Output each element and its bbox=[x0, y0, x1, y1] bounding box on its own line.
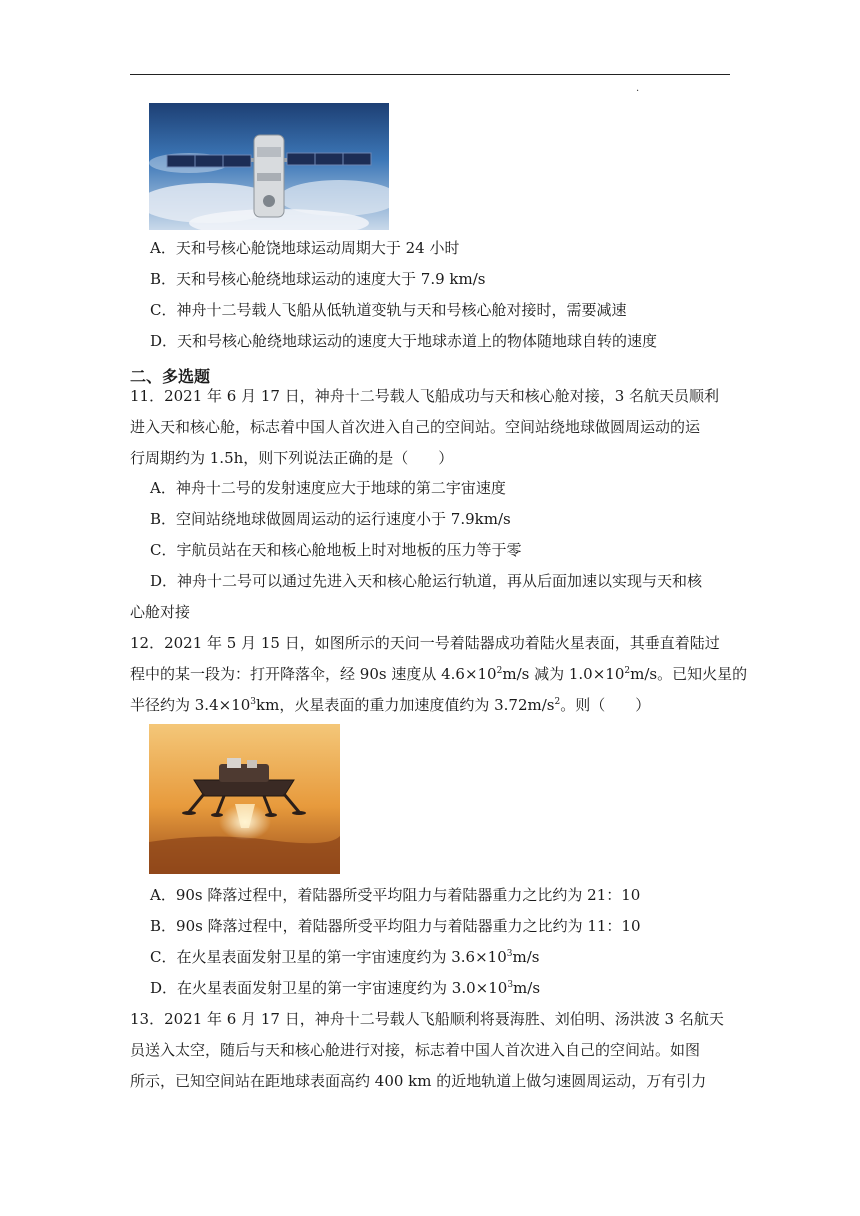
q11-option-d-line1: D．神舟十二号可以通过先进入天和核心舱运行轨道，再从后面加速以实现与天和核 bbox=[150, 572, 703, 590]
q10-option-c: C．神舟十二号载人飞船从低轨道变轨与天和号核心舱对接时，需要减速 bbox=[150, 301, 627, 319]
q12-stem-line2: 程中的某一段为：打开降落伞，经 90s 速度从 $4.6\times 10^2m/s$ 减为 $1.0\times 10^2m/s$。已知火星的 bbox=[130, 665, 748, 683]
q11-option-a: A．神舟十二号的发射速度应大于地球的第二宇宙速度 bbox=[150, 479, 506, 497]
header-dot: . bbox=[636, 83, 640, 94]
q12-stem-line3: 半径约为 $3.4\times 10^3km$，火星表面的重力加速度值约为 $3.72m/s^2$。则（ ） bbox=[130, 696, 651, 714]
q11-stem-line3: 行周期约为 1.5h，则下列说法正确的是（ ） bbox=[130, 449, 454, 467]
q13-stem-line2: 员送入太空，随后与天和核心舱进行对接，标志着中国人首次进入自己的空间站。如图 bbox=[130, 1041, 701, 1059]
q11-stem-line1: 11．2021 年 6 月 17 日，神舟十二号载人飞船成功与天和核心舱对接，3 名航天员顺利 bbox=[130, 387, 720, 405]
q12-option-b: B．90s 降落过程中，着陆器所受平均阻力与着陆器重力之比约为 11：10 bbox=[150, 917, 641, 935]
q10-option-d: D．天和号核心舱绕地球运动的速度大于地球赤道上的物体随地球自转的速度 bbox=[150, 332, 658, 350]
mars-lander-image bbox=[149, 724, 340, 874]
q13-stem-line3: 所示，已知空间站在距地球表面高约 400 km 的近地轨道上做匀速圆周运动，万有引力 bbox=[130, 1072, 707, 1090]
q12-option-c: C．在火星表面发射卫星的第一宇宙速度约为 $3.6\times 10^3m/s$ bbox=[150, 948, 540, 966]
q12-option-d: D．在火星表面发射卫星的第一宇宙速度约为 $3.0\times 10^3m/s$ bbox=[150, 979, 541, 997]
q10-option-b: B．天和号核心舱绕地球运动的速度大于 7.9 km/s bbox=[150, 270, 486, 288]
header-rule bbox=[130, 74, 730, 75]
q13-stem-line1: 13．2021 年 6 月 17 日，神舟十二号载人飞船顺利将聂海胜、刘伯明、汤洪波 3 名航天 bbox=[130, 1010, 724, 1028]
q12-option-a: A．90s 降落过程中，着陆器所受平均阻力与着陆器重力之比约为 21：10 bbox=[150, 886, 641, 904]
section-heading: 二、多选题 bbox=[130, 367, 211, 386]
q11-option-b: B．空间站绕地球做圆周运动的运行速度小于 7.9km/s bbox=[150, 510, 511, 528]
q11-stem-line2: 进入天和核心舱，标志着中国人首次进入自己的空间站。空间站绕地球做圆周运动的运 bbox=[130, 418, 701, 436]
q12-stem-line1: 12．2021 年 5 月 15 日，如图所示的天问一号着陆器成功着陆火星表面，其垂直着陆过 bbox=[130, 634, 720, 652]
q11-option-d-line2: 心舱对接 bbox=[130, 603, 191, 621]
q11-option-c: C．宇航员站在天和核心舱地板上时对地板的压力等于零 bbox=[150, 541, 522, 559]
space-station-image bbox=[149, 103, 389, 230]
q10-option-a: A．天和号核心舱饶地球运动周期大于 24 小时 bbox=[150, 239, 460, 257]
